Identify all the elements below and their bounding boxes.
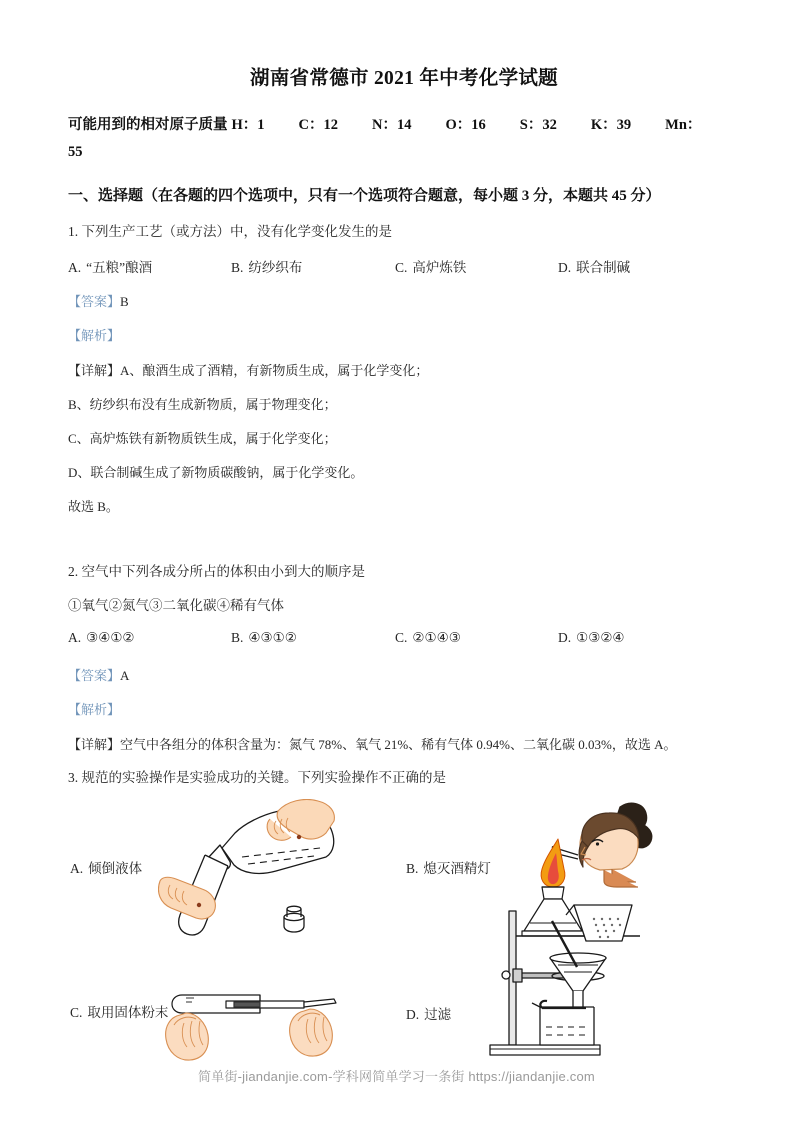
question-3-figure-options [68, 795, 740, 1095]
question-2-stem [68, 561, 740, 583]
question-1-answer-value: B [120, 294, 129, 309]
atomic-mass-line [68, 112, 740, 166]
question-2-substem: ①氧气②氮气③二氧化碳④稀有气体 [68, 598, 284, 613]
document-content [68, 0, 740, 1095]
atomic-mass-c: C：12 [298, 117, 339, 133]
question-1-text: 下列生产工艺（或方法）中，没有化学变化发生的是 [81, 224, 392, 239]
question-1-detail-d: D、联合制碱生成了新物质碳酸钠，属于化学变化。 [68, 465, 364, 480]
question-2-answer [68, 665, 740, 686]
atomic-mass-mn-value: 55 [68, 144, 83, 160]
analysis-marker: 【解析】 [68, 328, 121, 343]
question-1-detail-a: 【详解】A、酿酒生成了酒精，有新物质生成，属于化学变化； [68, 363, 429, 378]
question-1-analysis-marker [68, 325, 740, 346]
question-1-number: 1. [68, 224, 79, 239]
question-2-number: 2. [68, 564, 79, 579]
question-1-answer [68, 291, 740, 312]
atomic-mass-o: O：16 [445, 117, 486, 133]
atomic-mass-h: H：1 [231, 117, 265, 133]
question-2-options [68, 630, 740, 652]
question-3-stem [68, 767, 740, 789]
atomic-mass-s: S：32 [519, 117, 557, 133]
question-2-detail: 【详解】空气中各组分的体积含量为：氮气 78%、氧气 21%、稀有气体 0.94%、二氧化碳 0.03%，故选 A。 [68, 737, 677, 752]
question-3-number: 3. [68, 770, 79, 785]
question-2-option-c[interactable]: C. ②①④③ [395, 630, 461, 645]
question-1-conclusion: 故选 B。 [68, 499, 119, 514]
question-3-option-d-label: D. 过滤 [406, 1007, 452, 1022]
question-1-option-b[interactable]: B. 纺纱织布 [231, 260, 303, 275]
analysis-marker: 【解析】 [68, 702, 121, 717]
pouring-liquid-figure [158, 799, 368, 949]
atomic-mass-k: K：39 [590, 117, 632, 133]
question-1-option-c[interactable]: C. 高炉炼铁 [395, 260, 467, 275]
question-2-option-a[interactable]: A. ③④①② [68, 630, 135, 645]
question-1-options [68, 256, 740, 278]
question-1-detail-c: C、高炉炼铁有新物质铁生成，属于化学变化； [68, 431, 337, 446]
question-2-analysis-marker [68, 699, 740, 720]
atomic-mass-n: N：14 [372, 117, 412, 133]
question-2-option-b[interactable]: B. ④③①② [231, 630, 297, 645]
answer-marker: 【答案】 [68, 294, 121, 309]
page-title: 湖南省常德市 2021 年中考化学试题 [250, 68, 558, 89]
question-2-text: 空气中下列各成分所占的体积由小到大的顺序是 [81, 564, 365, 579]
atomic-mass-mn: Mn： [665, 117, 702, 133]
question-3-option-a-label: A. 倾倒液体 [70, 861, 143, 876]
answer-marker: 【答案】 [68, 668, 121, 683]
question-3-option-b-label: B. 熄灭酒精灯 [406, 861, 491, 876]
detail-marker: 【详解】 [68, 363, 121, 378]
question-1-detail-b: B、纺纱织布没有生成新物质，属于物理变化； [68, 397, 337, 412]
question-3-option-a[interactable] [68, 795, 404, 955]
question-1-stem [68, 221, 740, 243]
question-1-option-a[interactable]: A. “五粮”酿酒 [68, 260, 153, 275]
question-3-text: 规范的实验操作是实验成功的关键。下列实验操作不正确的是 [81, 770, 446, 785]
section-heading: 一、选择题（在各题的四个选项中，只有一个选项符合题意，每小题 3 分，本题共 45 分） [68, 188, 661, 204]
question-2-answer-value: A [120, 668, 130, 683]
question-1-option-d[interactable]: D. 联合制碱 [558, 260, 631, 275]
atomic-mass-prefix: 可能用到的相对原子质量 [68, 117, 228, 133]
question-2-option-d[interactable]: D. ①③②④ [558, 630, 625, 645]
detail-marker: 【详解】 [68, 737, 121, 752]
filtration-figure [482, 903, 662, 1083]
question-3-option-c-label: C. 取用固体粉末 [70, 1005, 169, 1020]
footer-watermark: 简单街-jiandanjie.com-学科网简单学习一条街 https://jiandanjie.com [198, 1069, 595, 1084]
